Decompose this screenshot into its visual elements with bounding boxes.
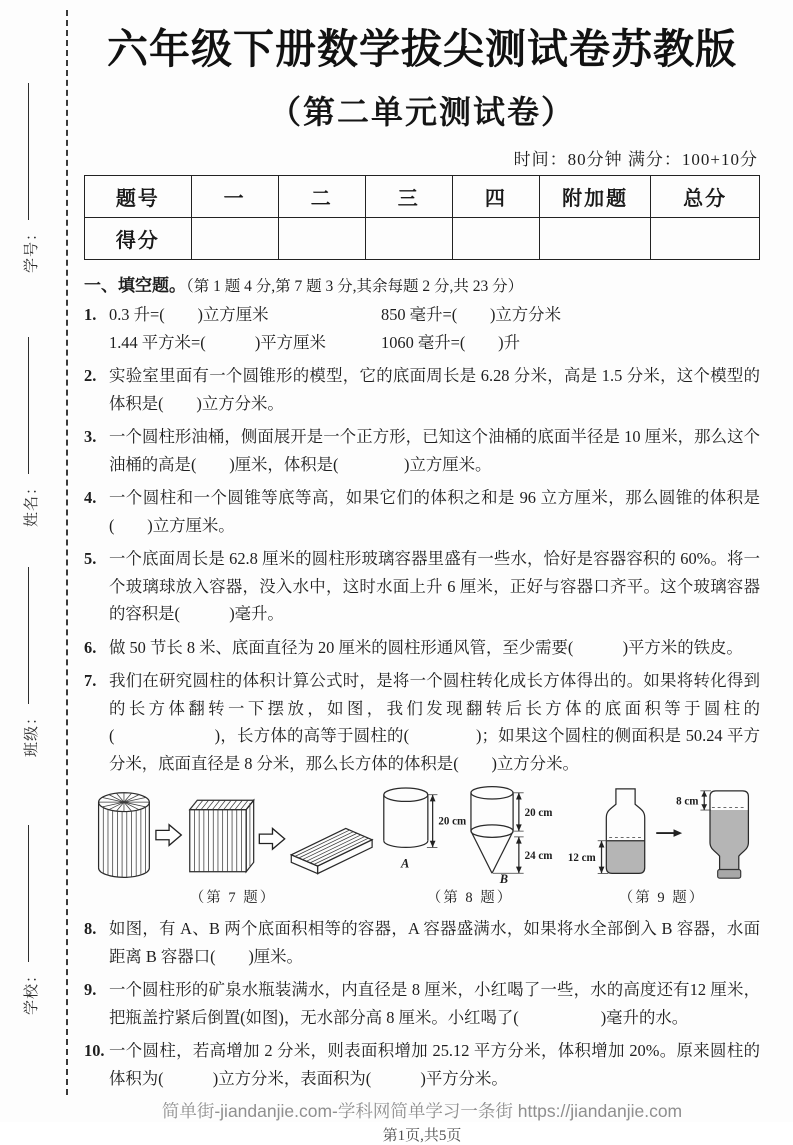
transform-arrow-icon (259, 828, 284, 849)
question-8 (84, 915, 760, 970)
sliced-cylinder-shape (99, 793, 150, 878)
section-heading (84, 271, 760, 296)
question-text: 实验室里面有一个圆锥形的模型，它的底面周长是 6.28 分米，高是 1.5 分米，这个模型的体积是( )立方分米。 (109, 366, 760, 413)
figure-q8 (379, 783, 561, 907)
score-table-corner: 题号 (85, 176, 192, 218)
q1-part-4: 1060 毫升=( )升 (381, 332, 520, 352)
dimension-water (568, 841, 608, 874)
water-bottle-diagram (566, 785, 758, 885)
question-9 (84, 976, 760, 1031)
figure-q7 (92, 787, 374, 907)
score-row-label: 得分 (85, 218, 192, 260)
question-number: 4. (84, 488, 97, 507)
section-title: 一、填空题。 (84, 276, 186, 295)
class-blank-line (27, 567, 29, 704)
score-table (84, 175, 760, 260)
container-a-label: A (401, 856, 410, 871)
question-10 (84, 1037, 760, 1092)
dim-b-cylinder-label: 20 cm (524, 806, 553, 819)
score-table-col-bonus: 附加题 (539, 176, 650, 218)
fill-in-questions-continued (84, 915, 760, 1092)
school-label: 学校： (23, 966, 40, 1015)
score-cell (539, 218, 650, 260)
score-cell (651, 218, 760, 260)
figure-q8-caption: （第 8 题） (426, 890, 514, 906)
score-cell (452, 218, 539, 260)
dim-a-label: 20 cm (438, 815, 467, 828)
flat-prism-shape (291, 828, 372, 873)
cylinder-to-prism-diagram (92, 787, 374, 885)
inverted-bottle-shape (710, 791, 748, 878)
question-5 (84, 545, 760, 628)
class-field (19, 567, 41, 757)
figure-q9-caption: （第 9 题） (618, 890, 706, 906)
question-number: 10. (84, 1041, 105, 1060)
student-id-field (19, 83, 41, 273)
question-number: 1. (84, 305, 97, 324)
student-id-label: 学号： (23, 224, 40, 273)
score-table-col-total: 总分 (651, 176, 760, 218)
question-1 (84, 301, 760, 356)
upright-prism-shape (190, 800, 254, 871)
q1-part-3: 1.44 平方米=( )平方厘米 (109, 332, 326, 352)
exam-meta: 时间：80分钟 满分：100+10分 (513, 150, 758, 169)
school-blank-line (27, 825, 29, 962)
page-number: 第1页,共5页 (382, 1128, 462, 1144)
page-subtitle: （第二单元测试卷） (268, 94, 575, 130)
question-text: 如图，有 A、B 两个底面积相等的容器，A 容器盛满水，如果将水全部倒入 B 容器，水面距离 B 容器口( )厘米。 (109, 919, 760, 966)
question-number: 2. (84, 366, 97, 385)
figure-q9 (566, 785, 758, 907)
question-number: 8. (84, 919, 97, 938)
fold-dashed-line (66, 10, 68, 1095)
question-number: 5. (84, 549, 97, 568)
question-text: 一个圆柱，若高增加 2 分米，则表面积增加 25.12 平方分米，体积增加 20%。原来圆柱的体积为( )立方分米，表面积为( )平方分米。 (109, 1041, 760, 1088)
score-cell (365, 218, 452, 260)
question-2 (84, 362, 760, 417)
score-table-score-row (85, 218, 760, 260)
cylinder-cone-b-shape (471, 787, 513, 874)
question-text: 我们在研究圆柱的体积计算公式时，是将一个圆柱转化成长方体得出的。如果将转化得到的长方体翻转一下摆放，如图，我们发现翻转后长方体的底面积等于圆柱的( )，长方体的高等于圆柱的( )；如果这个圆柱的侧面积是 50.24 平方分米，底面直径是 8 分米，那么长方体的体积是( )立方分米。 (109, 671, 760, 773)
cylinder-a-shape (384, 788, 428, 847)
score-table-col-3: 三 (365, 176, 452, 218)
q1-part-1: 0.3 升=( )立方厘米 (109, 305, 269, 324)
student-name-field (19, 337, 41, 527)
question-number: 9. (84, 980, 97, 999)
score-table-col-1: 一 (191, 176, 278, 218)
question-number: 6. (84, 637, 97, 657)
question-text: 一个圆柱形的矿泉水瓶装满水，内直径是 8 厘米，小红喝了一些，水的高度还有12 厘米，把瓶盖拧紧后倒置(如图)，无水部分高 8 厘米。小红喝了( )毫升的水。 (109, 980, 760, 1027)
score-cell (278, 218, 365, 260)
question-text: 一个圆柱形油桶，侧面展开是一个正方形，已知这个油桶的底面半径是 10 厘米，那么这个油桶的高是( )厘米，体积是( )立方厘米。 (109, 427, 760, 474)
dimension-air (676, 791, 711, 810)
figures-strip (92, 783, 758, 907)
q1-part-2: 850 毫升=( )立方分米 (381, 305, 561, 324)
page-title: 六年级下册数学拔尖测试卷苏教版 (107, 26, 737, 72)
dimension-b (493, 793, 552, 873)
class-label: 班级： (23, 708, 40, 757)
question-4 (84, 484, 760, 539)
score-table-header-row (85, 176, 760, 218)
question-text: 一个底面周长是 62.8 厘米的圆柱形玻璃容器里盛有一些水，恰好是容器容积的 60%。将一个玻璃球放入容器，没入水中，这时水面上升 6 厘米，正好与容器口齐平。这个玻璃容器的容积是( )毫升。 (109, 549, 760, 623)
transform-arrow-icon (156, 825, 181, 846)
score-table-col-4: 四 (452, 176, 539, 218)
student-id-blank-line (27, 83, 29, 220)
container-b-label: B (499, 871, 508, 886)
air-height-label: 8 cm (676, 795, 699, 808)
fill-in-questions (84, 301, 760, 777)
water-height-label: 12 cm (567, 851, 596, 864)
dimension-a (427, 795, 466, 848)
student-info-sidebar (0, 0, 80, 1122)
invert-arrow-icon (656, 829, 682, 837)
question-text: 一个圆柱和一个圆锥等底等高，如果它们的体积之和是 96 立方厘米，那么圆锥的体积是( )立方厘米。 (109, 488, 760, 535)
question-number: 7. (84, 671, 97, 690)
score-cell (191, 218, 278, 260)
question-number: 3. (84, 427, 97, 446)
figure-q7-caption: （第 7 题） (189, 890, 277, 906)
bottle-cap-shape (718, 870, 741, 879)
student-name-blank-line (27, 337, 29, 474)
paper-content (84, 0, 760, 1145)
school-field (19, 825, 41, 1015)
section-note: （第 1 题 4 分,第 7 题 3 分,其余每题 2 分,共 23 分） (186, 278, 524, 295)
containers-a-b-diagram (379, 783, 561, 885)
question-3 (84, 423, 760, 478)
question-text: 做 50 节长 8 米、底面直径为 20 厘米的圆柱形通风管，至少需要( )平方米的铁皮。 (109, 637, 743, 657)
question-6 (84, 634, 760, 662)
student-name-label: 姓名： (23, 478, 40, 527)
page-footer (84, 1098, 760, 1145)
question-text (109, 301, 760, 356)
score-table-col-2: 二 (278, 176, 365, 218)
site-watermark: 简单街-jiandanjie.com-学科网简单学习一条街 https://jiandanjie.com (161, 1101, 683, 1121)
dim-b-cone-label: 24 cm (524, 849, 553, 862)
question-7 (84, 667, 760, 777)
upright-bottle-shape (606, 789, 644, 873)
